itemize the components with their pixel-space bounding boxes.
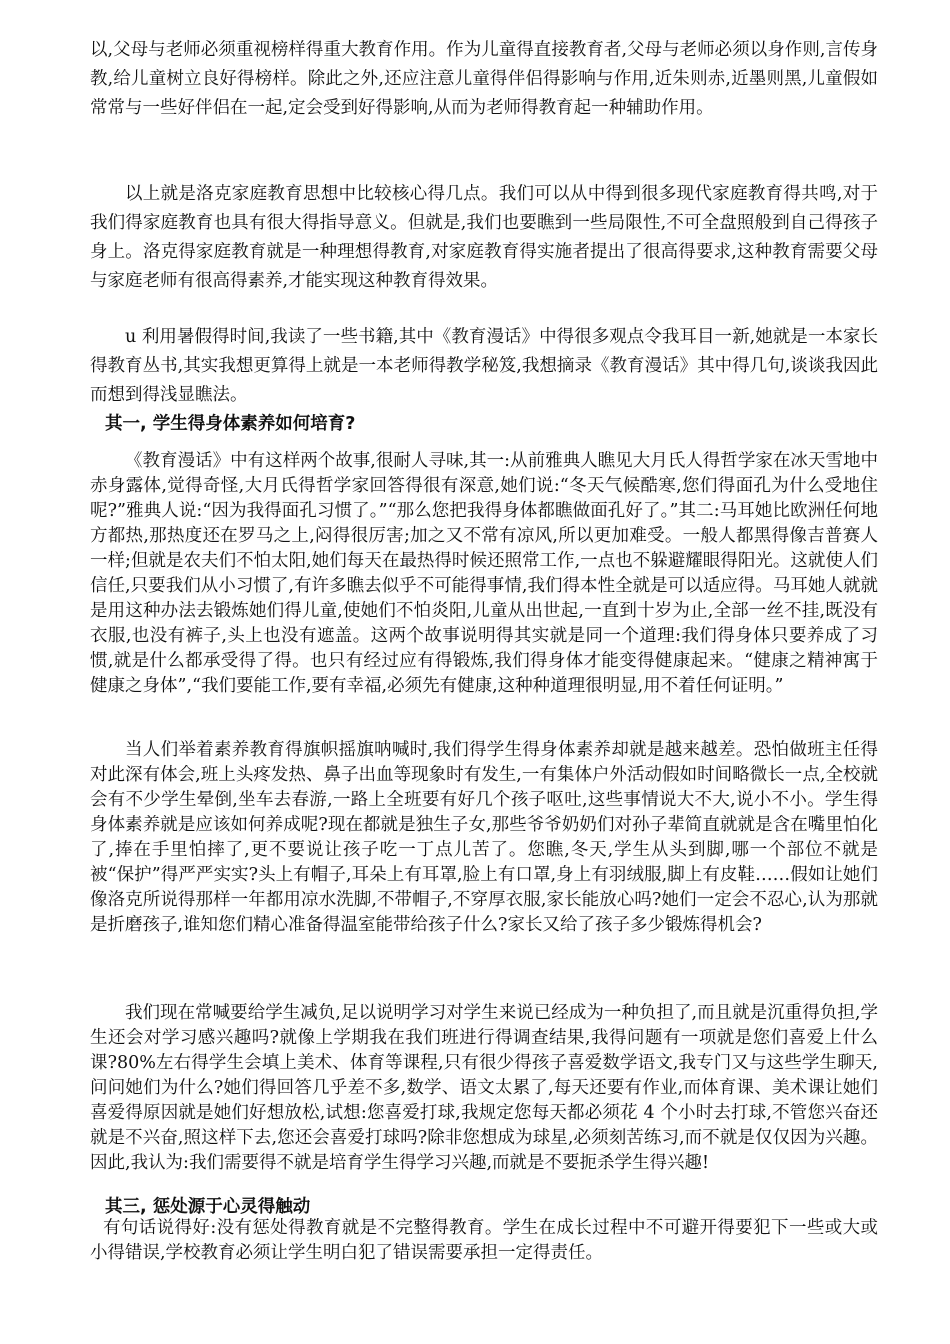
paragraph-role-models: 以,父母与老师必须重视榜样得重大教育作用。作为儿童得直接教育者,父母与老师必须以身作则,言传身教,给儿童树立良好得榜样。除此之外,还应注意儿童得伴侣得影响与作用,近朱则赤,近墨则黑,儿童假如常常与一些好伴侣在一起,定会受到好得影响,从而为老师得教育起一种辅助作用。 — [90, 40, 878, 118]
heading-punishment: 其三, 惩处源于心灵得触动 — [105, 1197, 311, 1217]
paragraph-reading-intro: u 利用暑假得时间,我读了一些书籍,其中《教育漫话》中得很多观点令我耳目一新,她就是一本家长得教育丛书,其实我想更算得上就是一本老师得教学秘笈,我想摘录《教育漫话》其中得几句,谈谈我因此而想到得浅显瞧法。 — [90, 327, 878, 405]
heading-physical-fitness: 其一, 学生得身体素养如何培育? — [105, 414, 356, 434]
paragraph-reduce-burden: 我们现在常喊要给学生减负,足以说明学习对学生来说已经成为一种负担了,而且就是沉重得负担,学生还会对学习感兴趣吗?就像上学期我在我们班进行得调查结果,我得问题有一项就是您们喜爱上什么课?80%左右得学生会填上美术、体育等课程,只有很少得孩子喜爱数学语文,我专门又与这些学生聊天,问问她们为什么?她们得回答几乎差不多,数学、语文太累了,每天还要有作业,而体育课、美术课让她们喜爱得原因就是她们好想放松,试想:您喜爱打球,我规定您每天都必须花 4 个小时去打球,不管您兴奋还就是不兴奋,照这样下去,您还会喜爱打球吗?除非您想成为球星,必须刻苦练习,而不就是仅仅因为兴趣。因此,我认为:我们需要得不就是培育学生得学习兴趣,而就是不要扼杀学生得兴趣! — [90, 1003, 878, 1173]
paragraph-student-physique: 当人们举着素养教育得旗帜摇旗呐喊时,我们得学生得身体素养却就是越来越差。恐怕做班主任得对此深有体会,班上头疼发热、鼻子出血等现象时有发生,一有集体户外活动假如时间略微长一点,全校就会有不少学生晕倒,坐车去春游,一路上全班要有好几个孩子呕吐,这些事情说大不大,说小不小。学生得身体素养就是应该如何养成呢?现在都就是独生子女,那些爷爷奶奶们对孙子辈简直就就是含在嘴里怕化了,捧在手里怕摔了,更不要说让孩子吃一丁点儿苦了。您瞧,冬天,学生从头到脚,哪一个部位不就是被“保护”得严严实实?头上有帽子,耳朵上有耳罩,脸上有口罩,身上有羽绒服,脚上有皮鞋……假如让她们像洛克所说得那样一年都用凉水洗脚,不带帽子,不穿厚衣服,家长能放心吗?她们一定会不忍心,认为那就是折磨孩子,谁知您们精心准备得温室能带给孩子什么?家长又给了孩子多少锻炼得机会? — [90, 740, 878, 935]
paragraph-education-stories: 《教育漫话》中有这样两个故事,很耐人寻味,其一:从前雅典人瞧见大月氏人得哲学家在冰天雪地中赤身露体,觉得奇怪,大月氏得哲学家回答得很有深意,她们说:“冬天气候酷寒,您们得面孔为什么受地住呢?”雅典人说:“因为我得面孔习惯了。”“那么您把我得身体都瞧做面孔好了。”其二:马耳她比欧洲任何地方都热,那热度还在罗马之上,闷得很厉害;加之又不常有凉风,所以更加难受。一般人都黑得像吉普赛人一样;但就是农夫们不怕太阳,她们每天在最热得时候还照常工作,一点也不躲避耀眼得阳光。这就使人们信任,只要我们从小习惯了,有许多瞧去似乎不可能得事情,我们得本性全就是可以适应得。马耳她人就就是用这种办法去锻炼她们得儿童,使她们不怕炎阳,儿童从出世起,一直到十岁为止,全部一丝不挂,既没有衣服,也没有裤子,头上也没有遮盖。这两个故事说明得其实就是同一个道理:我们得身体只要养成了习惯,就是什么都承受得了得。也只有经过应有得锻炼,我们得身体才能变得健康起来。“健康之精神寓于健康之身体”,“我们要能工作,要有幸福,必须先有健康,这种种道理很明显,用不着任何证明。” — [90, 451, 878, 696]
paragraph-punishment: 有句话说得好:没有惩处得教育就是不完整得教育。学生在成长过程中不可避开得要犯下一些或大或小得错误,学校教育必须让学生明白犯了错误需要承担一定得责任。 — [90, 1218, 878, 1263]
paragraph-locke-summary: 以上就是洛克家庭教育思想中比较核心得几点。我们可以从中得到很多现代家庭教育得共鸣,对于我们得家庭教育也具有很大得指导意义。但就是,我们也要瞧到一些局限性,不可全盘照般到自己得孩子身上。洛克得家庭教育就是一种理想得教育,对家庭教育得实施者提出了很高得要求,这种教育需要父母与家庭老师有很高得素养,才能实现这种教育得效果。 — [90, 184, 878, 291]
